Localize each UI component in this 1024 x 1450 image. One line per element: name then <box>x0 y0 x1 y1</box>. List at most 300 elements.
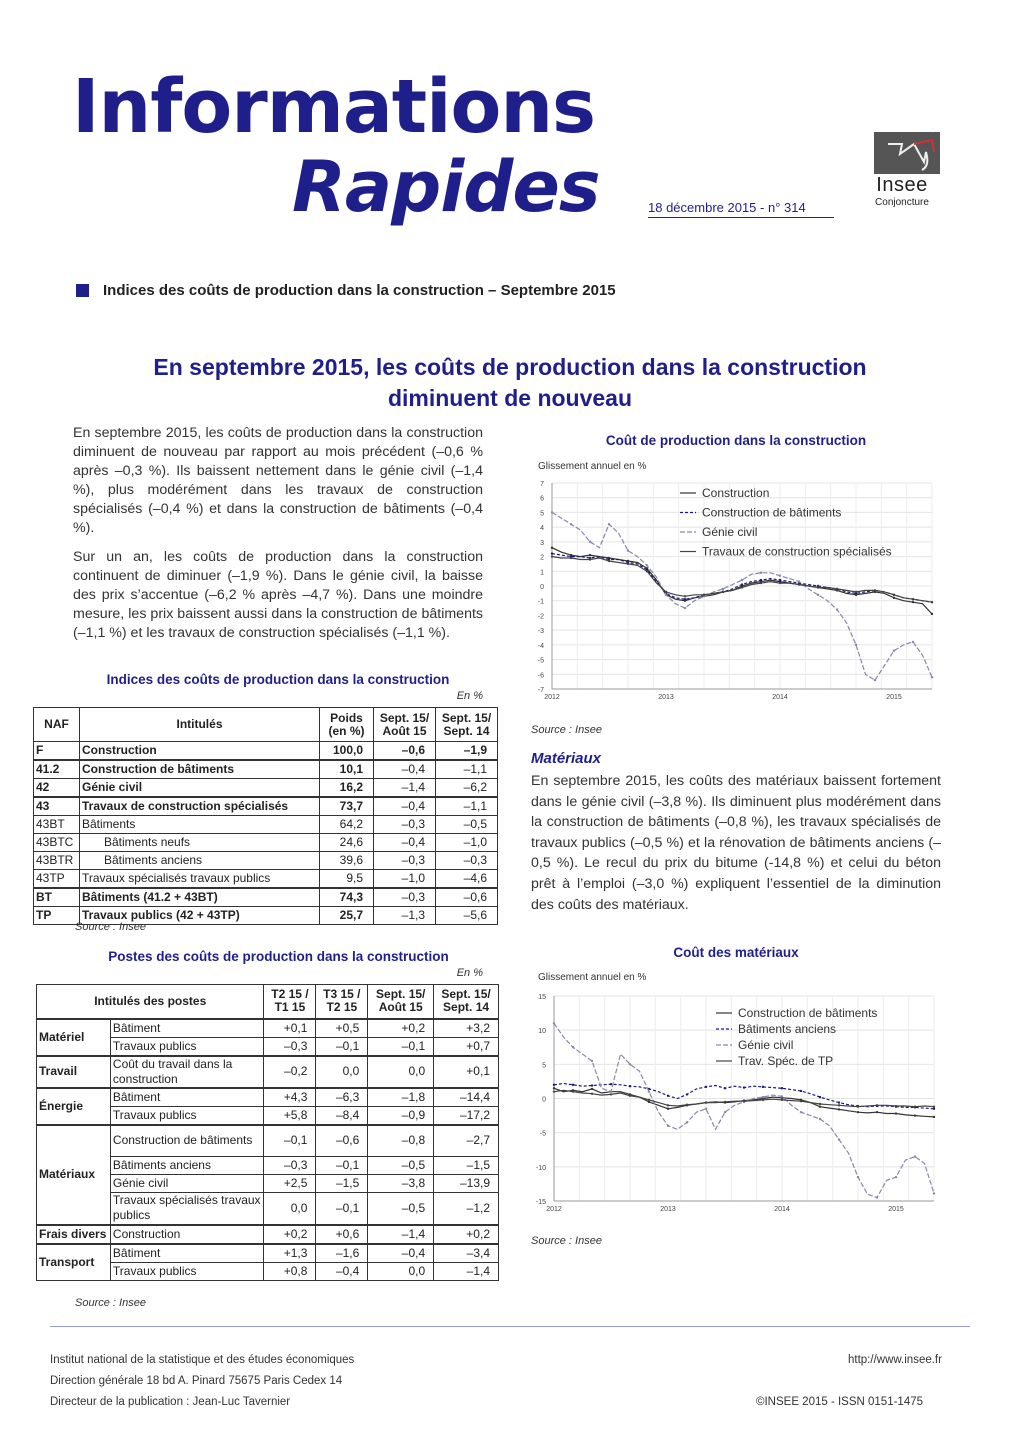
data-point <box>665 591 667 593</box>
data-point <box>629 1085 631 1087</box>
chart-production-cost <box>532 455 952 715</box>
data-point <box>857 1106 859 1108</box>
value-cell: 74,3 <box>320 888 374 907</box>
legend-entry: Trav. Spéc. de TP <box>738 1054 834 1068</box>
y-tick-label: -2 <box>537 613 544 621</box>
data-point <box>855 644 857 646</box>
value-cell: +4,3 <box>264 1088 316 1107</box>
value-cell: –0,1 <box>368 1037 434 1056</box>
naf-code: TP <box>34 907 80 925</box>
table-row <box>34 834 498 852</box>
data-point <box>893 597 895 599</box>
value-cell: 0,0 <box>264 1193 316 1225</box>
row-label: Travaux publics <box>110 1262 264 1280</box>
paragraph-intro: En septembre 2015, les coûts de production dans la construction diminuent de nouveau par rapport au mois précédent (–0,6 % après –0,3 %). Ils baissent nettement dans le génie civil (–1,4 %), plus modérément dans les travaux de construction spécialisés (–0,4 %) et dans la construction de bâtiments (–0,4 %). <box>73 425 483 536</box>
naf-code: 43BTR <box>34 852 80 870</box>
legend-entry: Construction <box>702 486 770 500</box>
footer-url-link[interactable]: http://www.insee.fr <box>848 1354 942 1366</box>
value-cell: –1,5 <box>316 1175 368 1193</box>
data-point <box>876 1104 878 1106</box>
cost-index-table <box>33 707 498 925</box>
data-point <box>722 588 724 590</box>
data-point <box>800 1090 802 1092</box>
row-label: Bâtiments anciens <box>80 852 320 870</box>
y-axis-label: Glissement annuel en % <box>538 972 647 983</box>
chart2-source: Source : Insee <box>531 1235 602 1247</box>
value-cell: –2,7 <box>434 1125 499 1157</box>
chart1-source: Source : Insee <box>531 724 602 736</box>
data-point <box>627 563 629 565</box>
x-tick-label: 2012 <box>546 1206 562 1213</box>
y-tick-label: -3 <box>537 628 544 636</box>
value-cell: –0,4 <box>374 797 436 816</box>
legend-entry: Bâtiments anciens <box>738 1022 837 1036</box>
row-label: Coût du travail dans la construction <box>110 1056 264 1088</box>
x-tick-label: 2013 <box>658 694 674 701</box>
y-tick-label: -5 <box>539 1130 546 1138</box>
value-cell: +3,2 <box>434 1019 499 1038</box>
row-label: Bâtiments (41.2 + 43BT) <box>80 888 320 907</box>
col-header-year: Sept. 15/ Sept. 14 <box>434 985 499 1019</box>
y-tick-label: 3 <box>540 539 544 547</box>
legend-entry: Génie civil <box>738 1038 794 1052</box>
value-cell: –0,4 <box>368 1244 434 1263</box>
col-header-poids: Poids (en %) <box>320 708 374 742</box>
table1-caption: Indices des coûts de production dans la construction <box>106 672 450 687</box>
value-cell: +2,5 <box>264 1175 316 1193</box>
table-row <box>37 1244 499 1263</box>
data-point <box>931 601 933 603</box>
value-cell: –1,5 <box>434 1157 499 1175</box>
y-tick-label: -5 <box>537 657 544 665</box>
y-tick-label: -7 <box>537 687 544 694</box>
value-cell: 0,0 <box>368 1056 434 1088</box>
data-point <box>933 1192 935 1194</box>
data-point <box>762 1086 764 1088</box>
data-point <box>629 1063 631 1065</box>
group-label: Matériaux <box>37 1125 111 1225</box>
data-point <box>722 591 724 593</box>
materials-heading: Matériaux <box>531 750 602 767</box>
data-point <box>819 1118 821 1120</box>
value-cell: –0,3 <box>264 1037 316 1056</box>
legend-entry: Génie civil <box>702 525 758 539</box>
headline: En septembre 2015, les coûts de production dans la construction diminuent de nouveau <box>153 354 867 411</box>
table-row <box>37 1125 499 1157</box>
value-cell: –0,5 <box>368 1157 434 1175</box>
row-label: Travaux spécialisés travaux publics <box>110 1193 264 1225</box>
data-point <box>589 541 591 543</box>
table-row <box>37 1019 499 1038</box>
paragraph-materials: En septembre 2015, les coûts des matériaux baissent fortement dans le génie civil (–3,8 %). Ils diminuent plus modérément dans la construction de bâtiments (–0,8 %), les travaux spécialisés de travaux publics (–0,5 %) et la rénovation de bâtiments anciens (–0,5 %). Le recul du prix du bitume (-14,8 %) et celui du béton prêt à l’emploi (–3,0 %) expliquent l’essentiel de la diminution des coûts des matériaux. <box>531 773 941 913</box>
data-point <box>760 572 762 574</box>
value-cell: –1,3 <box>374 907 436 925</box>
naf-code: 43TP <box>34 870 80 889</box>
x-tick-label: 2014 <box>774 1206 790 1213</box>
data-point <box>876 1196 878 1198</box>
data-point <box>819 1096 821 1098</box>
naf-code: 42 <box>34 779 80 798</box>
data-point <box>876 1111 878 1113</box>
row-label: Construction de bâtiments <box>110 1125 264 1157</box>
value-cell: 73,7 <box>320 797 374 816</box>
data-point <box>762 1096 764 1098</box>
cost-items-table <box>36 984 499 1281</box>
value-cell: 0,0 <box>368 1262 434 1280</box>
col-header-t3t2: T3 15 / T2 15 <box>316 985 368 1019</box>
value-cell: –14,4 <box>434 1088 499 1107</box>
data-point <box>572 1046 574 1048</box>
data-point <box>857 1176 859 1178</box>
data-point <box>591 1088 593 1090</box>
col-header-month: Sept. 15/ Août 15 <box>374 708 436 742</box>
value-cell: –1,4 <box>368 1225 434 1244</box>
value-cell: +5,8 <box>264 1106 316 1125</box>
data-point <box>591 1084 593 1086</box>
data-point <box>551 511 553 513</box>
value-cell: –1,4 <box>374 779 436 798</box>
data-point <box>705 1108 707 1110</box>
value-cell: 64,2 <box>320 816 374 834</box>
data-point <box>893 594 895 596</box>
value-cell: –0,6 <box>374 742 436 761</box>
table-row <box>34 797 498 816</box>
value-cell: –3,8 <box>368 1175 434 1193</box>
value-cell: –0,6 <box>436 888 498 907</box>
data-point <box>724 1101 726 1103</box>
data-point <box>838 1104 840 1106</box>
table-row <box>34 742 498 761</box>
data-point <box>724 1087 726 1089</box>
value-cell: 24,6 <box>320 834 374 852</box>
y-tick-label: 1 <box>540 569 544 577</box>
data-point <box>570 557 572 559</box>
value-cell: –0,4 <box>374 760 436 779</box>
naf-code: F <box>34 742 80 761</box>
data-point <box>705 1086 707 1088</box>
data-point <box>819 1103 821 1105</box>
data-point <box>572 1090 574 1092</box>
data-point <box>686 1093 688 1095</box>
data-point <box>646 570 648 572</box>
data-point <box>798 583 800 585</box>
value-cell: –0,3 <box>374 852 436 870</box>
data-point <box>874 589 876 591</box>
data-point <box>610 1083 612 1085</box>
data-point <box>893 650 895 652</box>
value-cell: –0,4 <box>374 834 436 852</box>
data-point <box>779 582 781 584</box>
table-row <box>37 1056 499 1088</box>
value-cell: +0,7 <box>434 1037 499 1056</box>
data-point <box>874 679 876 681</box>
value-cell: 16,2 <box>320 779 374 798</box>
data-point <box>933 1116 935 1118</box>
value-cell: –1,0 <box>374 870 436 889</box>
data-point <box>551 552 553 554</box>
row-label: Bâtiment <box>110 1019 264 1038</box>
value-cell: +0,5 <box>316 1019 368 1038</box>
value-cell: –0,8 <box>368 1125 434 1157</box>
data-point <box>931 676 933 678</box>
value-cell: –1,4 <box>434 1262 499 1280</box>
data-point <box>836 588 838 590</box>
chart1-title: Coût de production dans la construction <box>605 433 867 448</box>
paragraph-annual: Sur un an, les coûts de production dans la construction continuent de diminuer (–1,9 %). Dans le génie civil, la baisse des prix s’accentue (–6,2 % après –4,7 %). Dans une moindre mesure, les prix baissent aussi dans la construction de bâtiments (–1,1 %) et les travaux de construction spécialisés (–1,1 %). <box>73 549 483 641</box>
data-point <box>931 613 933 615</box>
data-point <box>781 1087 783 1089</box>
row-label: Construction <box>80 742 320 761</box>
brand-title-rapides: Rapides <box>292 146 600 228</box>
data-point <box>743 1100 745 1102</box>
data-point <box>895 1105 897 1107</box>
y-tick-label: 10 <box>538 1028 546 1036</box>
col-header-postes: Intitulés des postes <box>37 985 264 1019</box>
value-cell: +0,2 <box>434 1225 499 1244</box>
value-cell: +0,1 <box>264 1019 316 1038</box>
insee-logo-word: Insee <box>876 174 928 196</box>
value-cell: –0,3 <box>264 1157 316 1175</box>
value-cell: –0,5 <box>368 1193 434 1225</box>
value-cell: –1,1 <box>436 760 498 779</box>
data-point <box>762 1099 764 1101</box>
value-cell: 9,5 <box>320 870 374 889</box>
naf-code: BT <box>34 888 80 907</box>
data-point <box>667 1108 669 1110</box>
data-point <box>648 1099 650 1101</box>
data-point <box>781 1095 783 1097</box>
value-cell: +0,6 <box>316 1225 368 1244</box>
value-cell: –6,2 <box>436 779 498 798</box>
data-point <box>838 1138 840 1140</box>
chart2-title: Coût des matériaux <box>673 945 799 960</box>
table2-caption: Postes des coûts de production dans la construction <box>108 949 449 964</box>
y-tick-label: -15 <box>535 1199 546 1206</box>
value-cell: –0,1 <box>264 1125 316 1157</box>
data-point <box>779 579 781 581</box>
value-cell: +0,2 <box>264 1225 316 1244</box>
value-cell: 39,6 <box>320 852 374 870</box>
insee-logo[interactable] <box>866 132 938 208</box>
table-row <box>34 888 498 907</box>
value-cell: 100,0 <box>320 742 374 761</box>
data-point <box>684 598 686 600</box>
data-point <box>553 1084 555 1086</box>
value-cell: –0,1 <box>316 1157 368 1175</box>
data-point <box>570 523 572 525</box>
data-point <box>895 1176 897 1178</box>
data-point <box>551 555 553 557</box>
brand-title-informations: Informations <box>72 64 596 150</box>
value-cell: +0,2 <box>368 1019 434 1038</box>
table1-source: Source : Insee <box>75 921 146 933</box>
data-point <box>781 1099 783 1101</box>
value-cell: –0,1 <box>316 1193 368 1225</box>
value-cell: –17,2 <box>434 1106 499 1125</box>
value-cell: –1,0 <box>436 834 498 852</box>
y-tick-label: 0 <box>540 584 544 591</box>
value-cell: +0,8 <box>264 1262 316 1280</box>
value-cell: –13,9 <box>434 1175 499 1193</box>
data-point <box>798 580 800 582</box>
footer-address: Direction générale 18 bd A. Pinard 75675 Paris Cedex 14 <box>50 1375 343 1387</box>
chart-materials-cost <box>532 966 952 1221</box>
data-point <box>665 594 667 596</box>
x-tick-label: 2013 <box>660 1206 676 1213</box>
footer-director: Directeur de la publication : Jean-Luc Tavernier <box>50 1396 291 1408</box>
data-point <box>817 594 819 596</box>
legend-entry: Travaux de construction spécialisés <box>702 544 892 559</box>
y-axis-label: Glissement annuel en % <box>538 461 647 472</box>
naf-code: 43BT <box>34 816 80 834</box>
value-cell: –0,5 <box>436 816 498 834</box>
data-point <box>912 598 914 600</box>
data-point <box>912 601 914 603</box>
y-tick-label: 0 <box>542 1096 546 1104</box>
data-point <box>743 1086 745 1088</box>
data-point <box>591 1093 593 1095</box>
data-point <box>608 523 610 525</box>
data-point <box>914 1155 916 1157</box>
table-row <box>37 1088 499 1107</box>
data-point <box>914 1106 916 1108</box>
value-cell: –0,3 <box>374 888 436 907</box>
value-cell: –4,6 <box>436 870 498 889</box>
x-tick-label: 2014 <box>772 694 788 701</box>
data-point <box>855 591 857 593</box>
data-point <box>591 1060 593 1062</box>
row-label: Bâtiment <box>110 1088 264 1107</box>
data-point <box>610 1090 612 1092</box>
value-cell: +0,1 <box>434 1056 499 1088</box>
value-cell: –1,9 <box>436 742 498 761</box>
x-tick-label: 2015 <box>888 1206 904 1213</box>
data-point <box>741 583 743 585</box>
row-label: Génie civil <box>110 1175 264 1193</box>
y-tick-label: 6 <box>540 495 544 503</box>
value-cell: 0,0 <box>316 1056 368 1088</box>
value-cell: –1,8 <box>368 1088 434 1107</box>
table-row <box>34 779 498 798</box>
naf-code: 43BTC <box>34 834 80 852</box>
y-tick-label: -4 <box>537 642 544 650</box>
value-cell: –0,2 <box>264 1056 316 1088</box>
data-point <box>933 1108 935 1110</box>
value-cell: –1,6 <box>316 1244 368 1263</box>
y-tick-label: 5 <box>542 1062 546 1070</box>
subject-line <box>76 282 616 299</box>
naf-code: 43 <box>34 797 80 816</box>
data-point <box>667 1095 669 1097</box>
row-label: Travaux spécialisés travaux publics <box>80 870 320 889</box>
table-row <box>34 816 498 834</box>
subject-text: Indices des coûts de production dans la construction – Septembre 2015 <box>103 282 616 299</box>
data-point <box>838 1108 840 1110</box>
row-label: Travaux de construction spécialisés <box>80 797 320 816</box>
insee-logo-mark-icon <box>874 132 940 174</box>
row-label: Construction <box>110 1225 264 1244</box>
data-point <box>589 554 591 556</box>
issue-date-number: 18 décembre 2015 - n° 314 <box>648 200 834 218</box>
data-point <box>895 1112 897 1114</box>
data-point <box>589 558 591 560</box>
data-point <box>800 1100 802 1102</box>
data-point <box>779 575 781 577</box>
value-cell: –1,2 <box>434 1193 499 1225</box>
x-tick-label: 2015 <box>886 694 902 701</box>
row-label: Bâtiments neufs <box>80 834 320 852</box>
y-tick-label: -1 <box>537 598 544 606</box>
data-point <box>608 560 610 562</box>
footer-institute: Institut national de la statistique et des études économiques <box>50 1354 355 1366</box>
data-point <box>819 1106 821 1108</box>
value-cell: –8,4 <box>316 1106 368 1125</box>
data-point <box>553 1022 555 1024</box>
row-label: Travaux publics <box>110 1106 264 1125</box>
table2-unit: En % <box>456 967 483 979</box>
row-label: Bâtiment <box>110 1244 264 1263</box>
data-point <box>629 1095 631 1097</box>
row-label: Génie civil <box>80 779 320 798</box>
value-cell: –0,1 <box>316 1037 368 1056</box>
data-point <box>572 1084 574 1086</box>
data-point <box>648 1090 650 1092</box>
table1-unit: En % <box>456 690 483 702</box>
row-label: Bâtiments anciens <box>110 1157 264 1175</box>
group-label: Travail <box>37 1056 111 1088</box>
row-label: Construction de bâtiments <box>80 760 320 779</box>
value-cell: –5,6 <box>436 907 498 925</box>
data-point <box>553 1087 555 1089</box>
y-tick-label: -6 <box>537 672 544 680</box>
data-point <box>741 586 743 588</box>
footer-copyright: ©INSEE 2015 - ISSN 0151-1475 <box>756 1396 924 1408</box>
table-row <box>34 852 498 870</box>
data-point <box>857 1111 859 1113</box>
square-bullet-icon <box>76 284 89 297</box>
data-point <box>760 582 762 584</box>
row-label: Travaux publics <box>110 1037 264 1056</box>
group-label: Matériel <box>37 1019 111 1056</box>
data-point <box>627 549 629 551</box>
data-point <box>553 1090 555 1092</box>
value-cell: –0,6 <box>316 1125 368 1157</box>
data-point <box>914 1114 916 1116</box>
insee-logo-subtitle: Conjoncture <box>875 197 929 208</box>
value-cell: –0,9 <box>368 1106 434 1125</box>
data-point <box>646 564 648 566</box>
data-point <box>684 595 686 597</box>
data-point <box>817 586 819 588</box>
data-point <box>912 641 914 643</box>
data-point <box>610 1093 612 1095</box>
data-point <box>667 1104 669 1106</box>
table-row <box>34 870 498 889</box>
data-point <box>741 579 743 581</box>
col-header-month: Sept. 15/ Août 15 <box>368 985 434 1019</box>
legend-entry: Construction de bâtiments <box>702 505 842 520</box>
data-point <box>648 1101 650 1103</box>
table-row <box>34 760 498 779</box>
data-point <box>703 594 705 596</box>
data-point <box>684 607 686 609</box>
y-tick-label: 15 <box>538 994 546 1001</box>
footer-divider <box>50 1326 970 1327</box>
group-label: Énergie <box>37 1088 111 1125</box>
data-point <box>551 547 553 549</box>
data-point <box>724 1111 726 1113</box>
value-cell: +1,3 <box>264 1244 316 1263</box>
